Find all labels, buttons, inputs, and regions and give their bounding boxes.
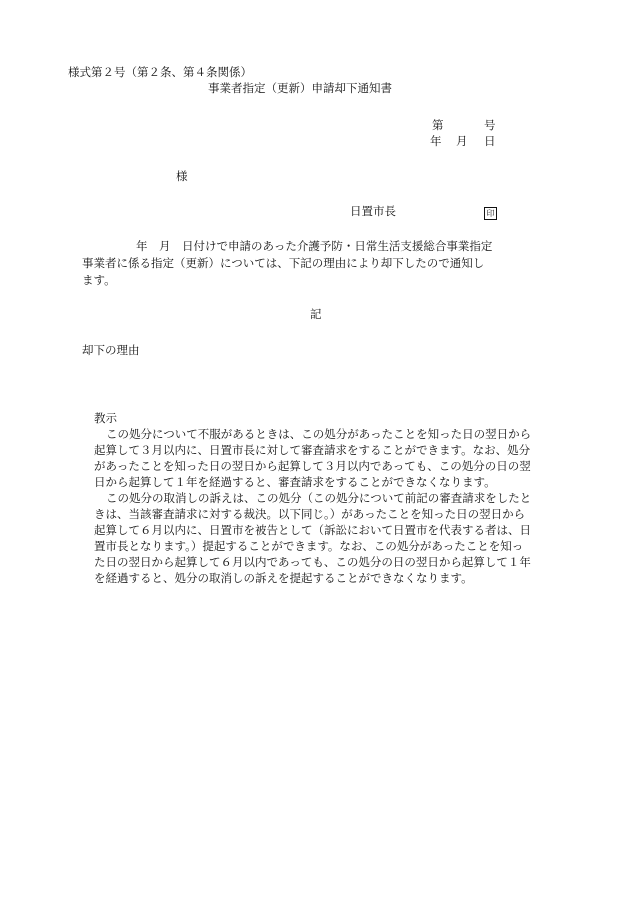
notice-line: を経過すると、処分の取消しの訴えを提起することができなくなります。 <box>94 571 473 585</box>
reason-heading: 却下の理由 <box>82 343 140 357</box>
seal-mark <box>484 204 497 220</box>
body-line: ます。 <box>82 273 116 287</box>
addressee-suffix: 様 <box>176 169 188 183</box>
date-month: 月 <box>456 134 468 148</box>
reference-number-go: 号 <box>484 118 496 132</box>
form-number: 様式第２号（第２条、第４条関係） <box>68 65 252 79</box>
notice-line: があったことを知った日の翌日から起算して３月以内であっても、この処分の日の翌 <box>94 459 531 473</box>
ki-heading: 記 <box>310 307 322 321</box>
notice-line: この処分について不服があるときは、この処分があったことを知った日の翌日から <box>106 427 532 441</box>
notice-line: た日の翌日から起算して６月以内であっても、この処分の日の翌日から起算して１年 <box>94 555 531 569</box>
notice-line: 起算して３月以内に、日置市長に対して審査請求をすることができます。なお、処分 <box>94 443 531 457</box>
notice-line: 起算して６月以内に、日置市を被告として（訴訟において日置市を代表する者は、日 <box>94 523 531 537</box>
date-year: 年 <box>430 134 442 148</box>
notice-line: 日から起算して１年を経過すると、審査請求をすることができなくなります。 <box>94 475 496 489</box>
body-line: 年 月 日付けで申請のあった介護予防・日常生活支援総合事業指定 <box>136 239 493 253</box>
seal-icon: 印 <box>484 207 497 220</box>
notice-line: きは、当該審査請求に対する裁決。以下同じ。）があったことを知った日の翌日から <box>94 507 526 521</box>
notice-line: この処分の取消しの訴えは、この処分（この処分について前記の審査請求をしたと <box>106 491 532 505</box>
notice-line: 置市長となります。）提起することができます。なお、この処分があったことを知っ <box>94 539 524 553</box>
notice-heading: 教示 <box>94 411 117 425</box>
document-title: 事業者指定（更新）申請却下通知書 <box>208 81 392 95</box>
body-line: 事業者に係る指定（更新）については、下記の理由により却下したので通知し <box>82 256 485 270</box>
date-day: 日 <box>484 134 496 148</box>
sender-name: 日置市長 <box>350 204 396 218</box>
reference-number-dai: 第 <box>432 118 444 132</box>
